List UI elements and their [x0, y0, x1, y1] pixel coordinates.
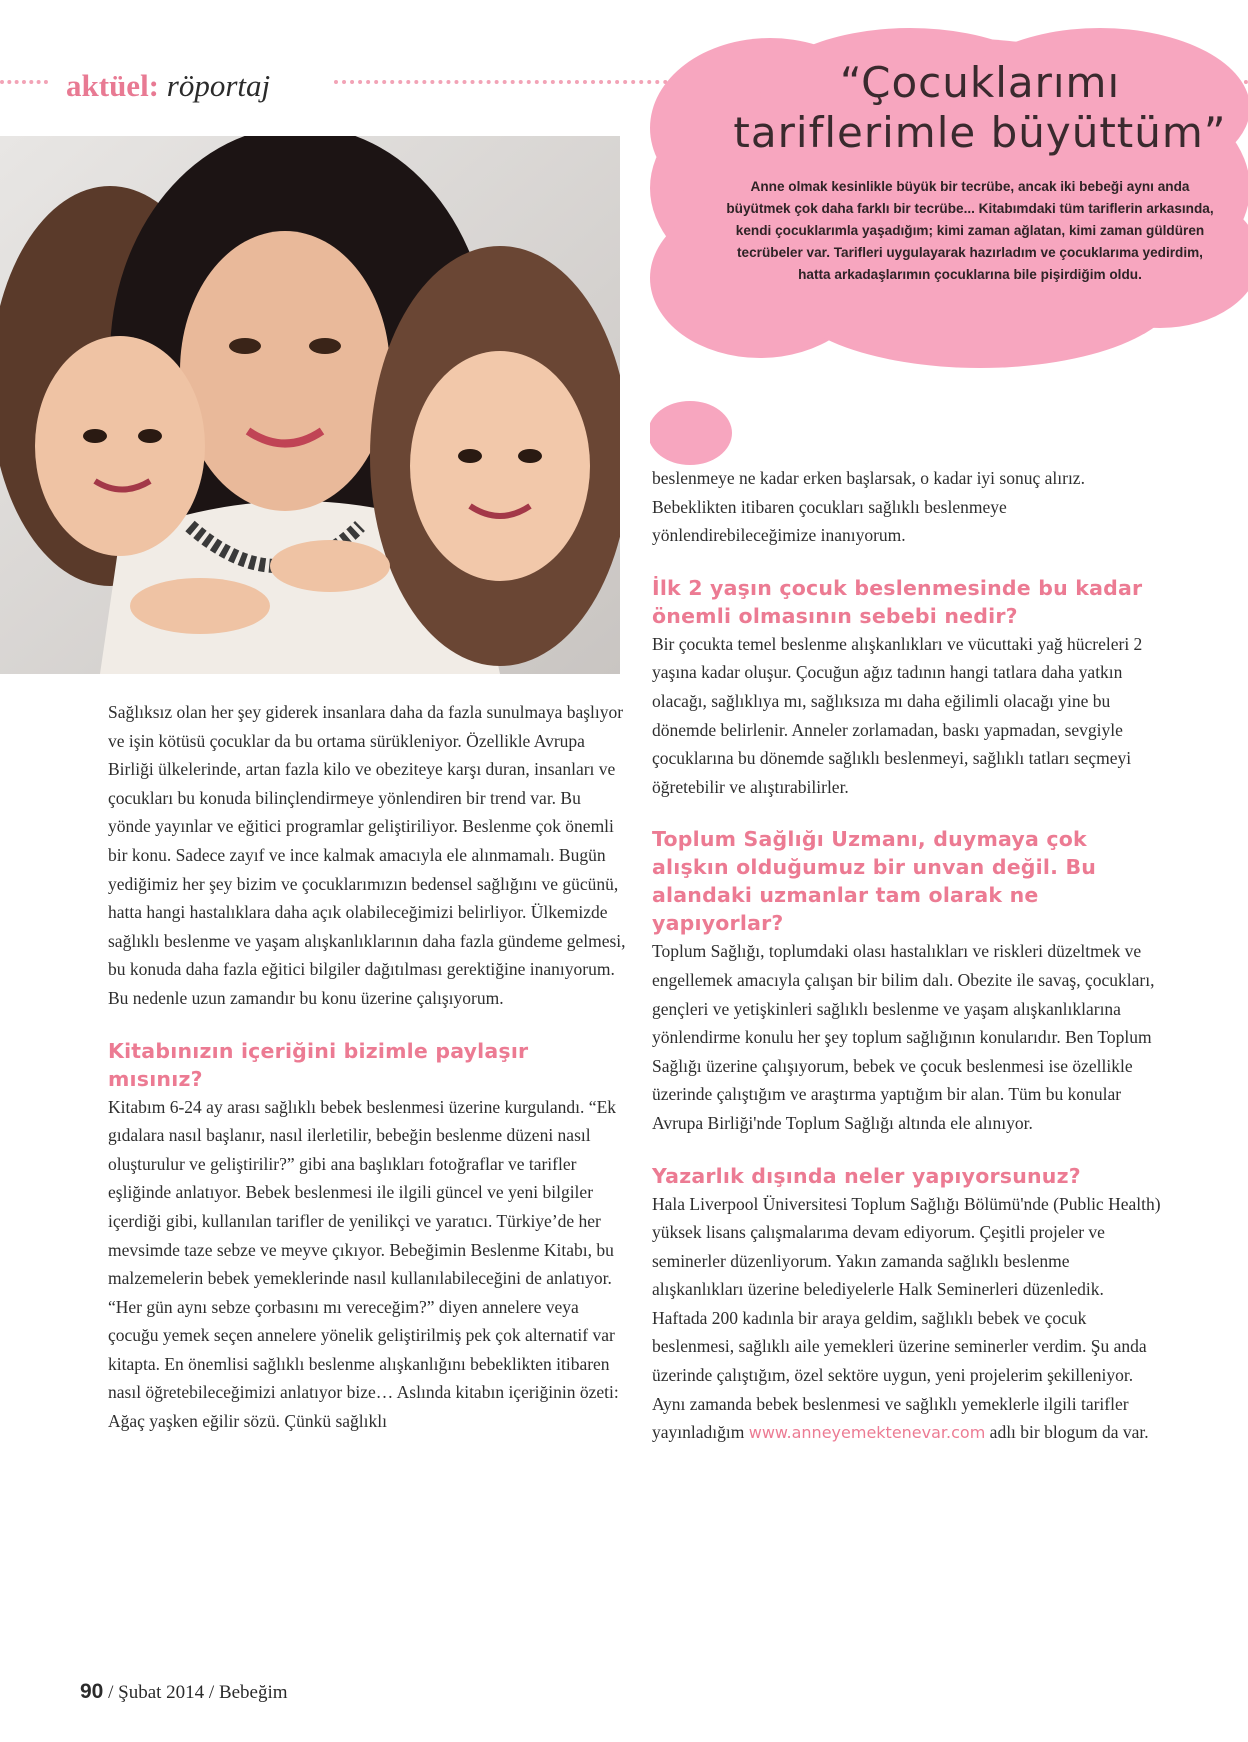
right-column — [652, 464, 1162, 1448]
issue-info: / Şubat 2014 / Bebeğim — [103, 1682, 288, 1703]
section-label — [66, 66, 270, 106]
blog-link[interactable]: www.anneyemektenevar.com — [748, 1423, 986, 1443]
answer-book-contents: Kitabım 6-24 ay arası sağlıklı bebek beslenmesi üzerine kurgulandı. “Ek gıdalara nasıl başlanır, nasıl ilerletilir, bebeğin beslenme düzeni nasıl oluşturulur ve geliştirilir?” gibi ana başlıkları fotoğraflar ve tarifler eşliğinde anlatıyor. Bebek beslenmesi ile ilgili güncel ve yeni bilgiler içerdiği gibi, kullanılan tarifler de yenilikçi ve yaratıcı. Türkiye’de her mevsimde taze sebze ve meyve çıkıyor. Bebeğimin Beslenme Kitabı, bu malzemelerin bebek yemeklerinde nasıl kullanılabileceğini de anlatıyor. “Her gün aynı sebze çorbasını mı vereceğim?” diyen annelere veya çocuğu yemek seçen annelere yönelik geliştirilmiş pek çok alternatif var kitapta. En önemlisi sağlıklı beslenme alışkanlığını bebeklikten itibaren nasıl öğretebileceğimizi anlatıyor bize… Aslında kitabın içeriğinin özeti: Ağaç yaşken eğilir sözü. Çünkü sağlıklı — [108, 1096, 619, 1432]
portrait-photo-icon — [0, 136, 620, 674]
section-label-sub: röportaj — [166, 68, 271, 103]
question-other-activities: Yazarlık dışında neler yapıyorsunuz? — [652, 1163, 1081, 1188]
page-footer — [80, 1680, 288, 1704]
question-public-health: Toplum Sağlığı Uzmanı, duymaya çok alışkın olduğumuz bir unvan değil. Bu alandaki uzmanlar tam olarak ne yapıyorlar? — [652, 827, 1097, 936]
answer-other-activities — [652, 1190, 1162, 1448]
callout-text: Anne olmak kesinlikle büyük bir tecrübe, ancak iki bebeği aynı anda büyütmek çok daha farklı bir tecrübe... Kitabımdaki tüm tariflerin arkasında, kendi çocuklarımla yaşadığım; kimi zaman ağlatan, kimi zaman güldüren tecrübeler var. Tarifleri uygulayarak hazırladım ve çocuklarıma yedirdim, hatta arkadaşlarımın çocuklarına bile pişirdiğim oldu. — [726, 179, 1214, 282]
quote-cloud — [650, 28, 1248, 478]
page-number: 90 — [80, 1680, 104, 1703]
continued-paragraph: beslenmeye ne kadar erken başlarsak, o kadar iyi sonuç alırız. Bebeklikten itibaren çocukları sağlıklı beslenmeye yönlendirebileceğimize inanıyorum. — [652, 468, 1085, 546]
answer-public-health: Toplum Sağlığı, toplumdaki olası hastalıkları ve riskleri düzeltmek ve engellemek amacıyla çalışan bir bilim dalı. Obezite ile savaş, çocukları, gençleri ve yetişkinleri sağlıklı beslenme ve yaşam alışkanlıklarına yönlendirme konulu her şey toplum sağlığının konularıdır. Ben Toplum Sağlığı üzerine çalışıyorum, bebek ve çocuk beslenmesi ise özellikle üzerinde çalıştığım ve araştırma yaptığım bir alan. Tüm bu konular Avrupa Birliği'nde Toplum Sağlığı altında ele alınıyor. — [652, 941, 1155, 1133]
callout-title-line1: “Çocuklarımı — [839, 58, 1121, 107]
header-dots-left — [0, 80, 48, 84]
portrait-photo — [0, 136, 620, 674]
callout-title-line2: tariflerimle büyüttüm” — [733, 108, 1227, 157]
left-column — [108, 698, 626, 1436]
question-book-contents: Kitabınızın içeriğini bizimle paylaşır mısınız? — [108, 1038, 529, 1091]
answer-other-activities-end: adlı bir blogum da var. — [989, 1422, 1149, 1443]
intro-paragraph: Sağlıksız olan her şey giderek insanlara daha da fazla sunulmaya başlıyor ve işin kötüsü çocuklar da bu ortama sürükleniyor. Özellikle Avrupa Birliği ülkelerinde, artan fazla kilo ve obeziteye karşı duran, insanları ve çocukları bu konuda bilinçlendirmeye yönlendiren bir trend var. Bu yönde yayınlar ve eğitici programlar geliştiriliyor. Beslenme çok önemli bir konu. Sadece zayıf ve ince kalmak amacıyla ele alınmamalı. Bugün yediğimiz her şey bizim ve çocuklarımızın bedensel sağlığını ve gücünü, hatta hangi hastalıklara daha açık olabileceğimizi belirliyor. Ülkemizde sağlıklı beslenme ve yaşam alışkanlıklarının daha fazla gündeme gelmesi, bu konuda daha fazla eğitici bilgiler dağıtılması gerektiğine inanıyorum. Bu nedenle uzun zamandır bu konu üzerine çalışıyorum. — [108, 702, 626, 1008]
section-label-main: aktüel: — [66, 68, 159, 103]
answer-first-two-years: Bir çocukta temel beslenme alışkanlıkları ve vücuttaki yağ hücreleri 2 yaşına kadar oluşur. Çocuğun ağız tadının hangi tatlara daha yatkın olacağı, sağlıklıya mı, sağlıksıza mı daha eğilimli olacağı yine bu dönemde belirlenir. Anneler zorlamadan, baskı yapmadan, sevgiyle çocuklarına bu dönemde sağlıklı beslenmeyi, sağlıklı tatları seçmeyi öğretebilir ve alıştırabilirler. — [652, 633, 1143, 797]
question-first-two-years: İlk 2 yaşın çocuk beslenmesinde bu kadar önemli olmasının sebebi nedir? — [652, 575, 1143, 628]
answer-other-activities-text: Hala Liverpool Üniversitesi Toplum Sağlığı Bölümü'nde (Public Health) yüksek lisans çalışmalarıma devam ediyorum. Çeşitli projeler ve seminerler düzenliyorum. Yakın zamanda sağlıklı beslenme alışkanlıkları üzerine belediyelerle Halk Seminerleri düzenledik. Haftada 200 kadınla bir araya geldim, sağlıklı bebek ve çocuk beslenmesi, sağlıklı aile yemekleri üzerine seminerler verdim. Şu anda üzerinde çalıştığım, özel sektöre uygun, yeni projelerim şekilleniyor. Aynı zamanda bebek beslenmesi ve sağlıklı yemeklerle ilgili tarifler yayınladığım — [652, 1193, 1161, 1443]
callout-title — [720, 58, 1240, 158]
